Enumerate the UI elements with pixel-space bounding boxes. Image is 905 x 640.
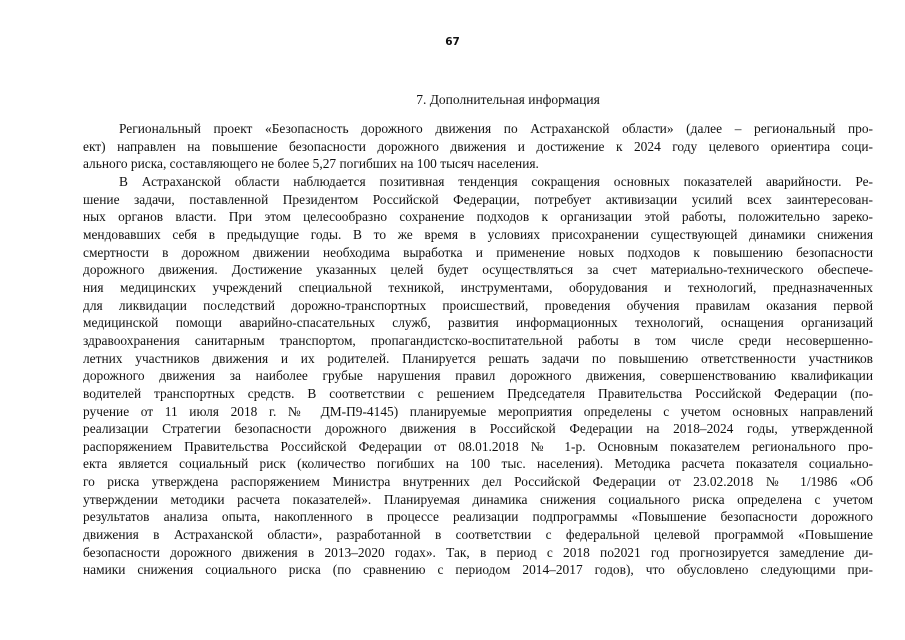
text-line: для ликвидации последствий дорожно-транспортных происшествий, проведения обучения правилам оказания первой <box>83 297 873 313</box>
text-line: распоряжением Правительства Российской Федерации от 08.01.2018 № 1-р. Основным показателем регионального про- <box>83 438 873 454</box>
text-line: дорожного движения. Достижение указанных целей будет осуществляться за счет материально-технического обеспече- <box>83 262 873 278</box>
text-line: В Астраханской области наблюдается позитивная тенденция сокращения основных показателей аварийности. Ре- <box>119 173 873 189</box>
page-number: 67 <box>445 36 460 48</box>
text-line: намики снижения социального риска (по сравнению с периодом 2014–2017 годов), что обусловлено следующими при- <box>83 562 873 578</box>
text-line: летних участников движения и их родителей. Планируется решать задачи по повышению ответственности участников <box>83 350 873 366</box>
text-line: го риска утверждена распоряжением Министра внутренних дел Российской Федерации от 23.02.2018 № 1/1986 «Об <box>83 474 873 490</box>
text-line: ния медицинских учреждений специальной техникой, инструментами, оборудования и технологий, предназначенных <box>83 279 873 295</box>
text-line: ных органов власти. При этом целесообразно сохранение подходов к организации этой работы, положительно зареко- <box>83 209 873 225</box>
body-text <box>83 120 873 579</box>
text-line: екта является социальный риск (количество погибших на 100 тыс. населения). Методика расчета показателя социально- <box>83 456 873 472</box>
text-line: движения в Астраханской области», разработанной в соответствии с федеральной целевой программой «Повышение <box>83 527 873 543</box>
text-line: ект) направлен на повышение безопасности дорожного движения и достижение к 2024 году целевого ориентира соци- <box>83 138 873 154</box>
text-line: результатов анализа опыта, накопленного в процессе реализации подпрограммы «Повышение безопасности дорожного <box>83 509 873 525</box>
text-line: здравоохранения санитарным транспортом, пропагандистско-воспитательной работы в том числе среди несовершенно- <box>83 332 873 348</box>
text-line: реализации Стратегии безопасности дорожного движения в Российской Федерации на 2018–2024 годы, утвержденной <box>83 421 873 437</box>
text-line: Региональный проект «Безопасность дорожного движения по Астраханской области» (далее – региональный про- <box>119 121 873 136</box>
text-line: дорожного движения за наиболее грубые нарушения правил дорожного движения, совершенствованию квалификации <box>83 368 873 384</box>
text-line: водителей транспортных средств. В соответствии с решением Председателя Правительства Российской Федерации (по- <box>83 385 873 401</box>
text-line: ручение от 11 июля 2018 г. № ДМ-П9-4145) планируемые мероприятия определены с учетом основных направлений <box>83 403 873 419</box>
text-line: мендовавших себя в предыдущие годы. В то же время в условиях присохранении существующей динамики снижения <box>83 226 873 242</box>
text-line: ального риска, составляющего не более 5,27 погибших на 100 тысяч населения. <box>83 156 539 172</box>
text-line: медицинской помощи аварийно-спасательных служб, развития информационных технологий, оснащения организаций <box>83 315 873 331</box>
text-line: шение задачи, поставленной Президентом Российской Федерации, потребует активизации усилий всех заинтересован- <box>83 191 873 207</box>
section-heading: 7. Дополнительная информация <box>416 92 600 107</box>
text-line: смертности в дорожном движении необходима выработка и применение новых подходов к повышению безопасности <box>83 244 873 260</box>
text-line: утверждении методики расчета показателей». Планируемая динамика снижения социального риска определена с учетом <box>83 491 873 507</box>
text-line: безопасности дорожного движения в 2013–2020 годах». Так, в период с 2018 по2021 год прогнозируется замедление ди- <box>83 544 873 560</box>
